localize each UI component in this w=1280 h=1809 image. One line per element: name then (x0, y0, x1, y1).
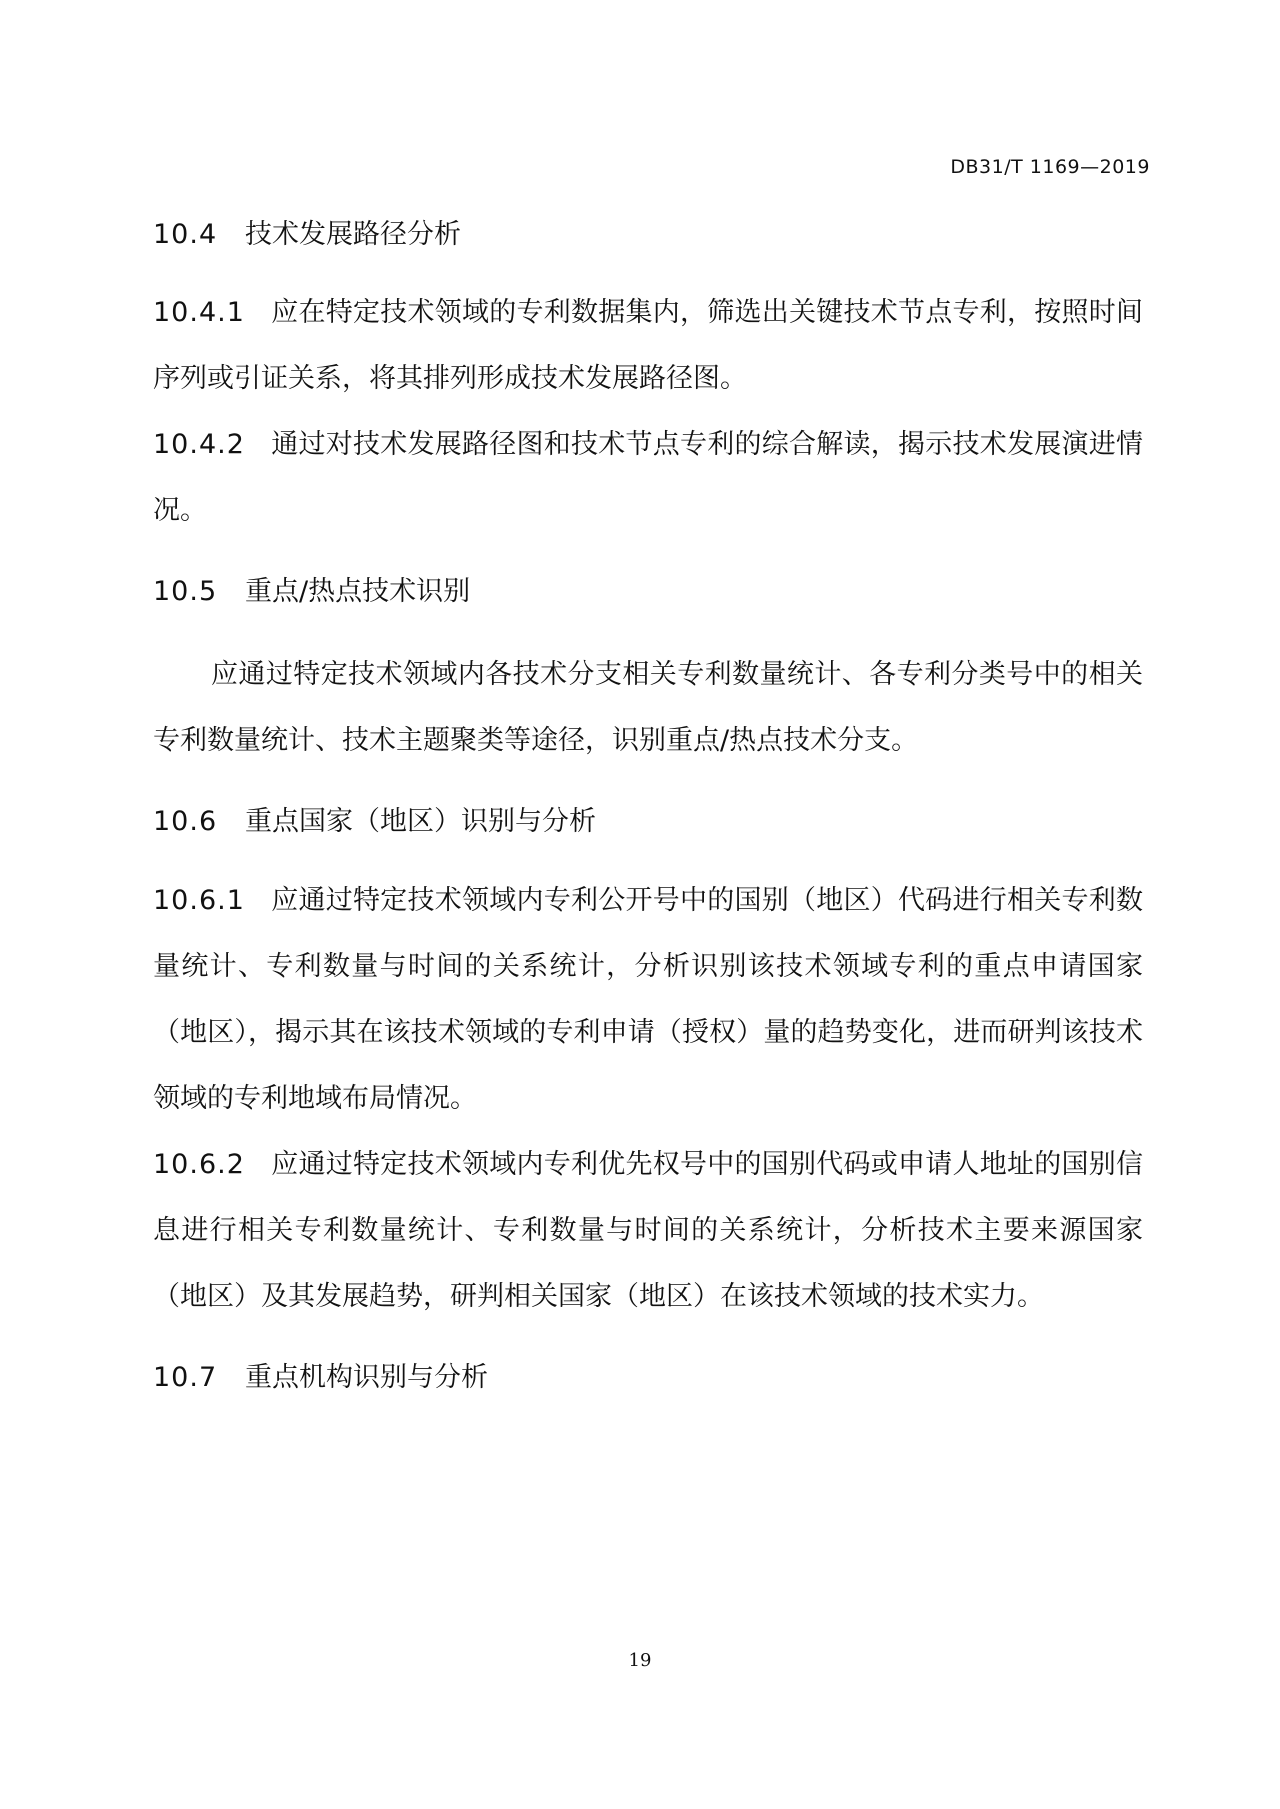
clause-number: 10.6.2 (153, 1149, 245, 1180)
section-heading-10-6 (153, 802, 1143, 842)
section-number: 10.6 (153, 806, 218, 837)
clause-10-4-1 (153, 280, 1143, 412)
clause-text: 应通过特定技术领域内专利公开号中的国别（地区）代码进行相关专利数量统计、专利数量与时间的关系统计，分析识别该技术领域专利的重点申请国家（地区），揭示其在该技术领域的专利申请（授权）量的趋势变化，进而研判该技术领域的专利地域布局情况。 (153, 885, 1143, 1114)
section-title: 重点国家（地区）识别与分析 (245, 806, 596, 837)
section-number: 10.4 (153, 219, 218, 250)
page-number: 19 (628, 1650, 652, 1671)
page-content (153, 215, 1143, 1398)
standard-code: DB31/T 1169—2019 (950, 156, 1150, 178)
clause-number: 10.4.2 (153, 429, 245, 460)
clause-number: 10.6.1 (153, 885, 245, 916)
section-number: 10.7 (153, 1362, 218, 1393)
section-heading-10-7 (153, 1358, 1143, 1398)
section-heading-10-5 (153, 572, 1143, 612)
clause-text: 应在特定技术领域的专利数据集内，筛选出关键技术节点专利，按照时间序列或引证关系，将其排列形成技术发展路径图。 (153, 297, 1143, 394)
clause-10-6-1 (153, 868, 1143, 1132)
section-title: 重点机构识别与分析 (245, 1362, 488, 1393)
clause-text: 应通过特定技术领域内专利优先权号中的国别代码或申请人地址的国别信息进行相关专利数量统计、专利数量与时间的关系统计，分析技术主要来源国家（地区）及其发展趋势，研判相关国家（地区）在该技术领域的技术实力。 (153, 1149, 1143, 1312)
section-title: 重点/热点技术识别 (245, 576, 471, 607)
clause-text: 通过对技术发展路径图和技术节点专利的综合解读，揭示技术发展演进情况。 (153, 429, 1143, 526)
clause-10-6-2 (153, 1132, 1143, 1330)
section-number: 10.5 (153, 576, 218, 607)
clause-number: 10.4.1 (153, 297, 245, 328)
section-heading-10-4 (153, 215, 1143, 255)
paragraph-10-5: 应通过特定技术领域内各技术分支相关专利数量统计、各专利分类号中的相关专利数量统计、技术主题聚类等途径，识别重点/热点技术分支。 (153, 659, 1143, 756)
section-title: 技术发展路径分析 (245, 219, 461, 250)
clause-10-4-2 (153, 412, 1143, 544)
